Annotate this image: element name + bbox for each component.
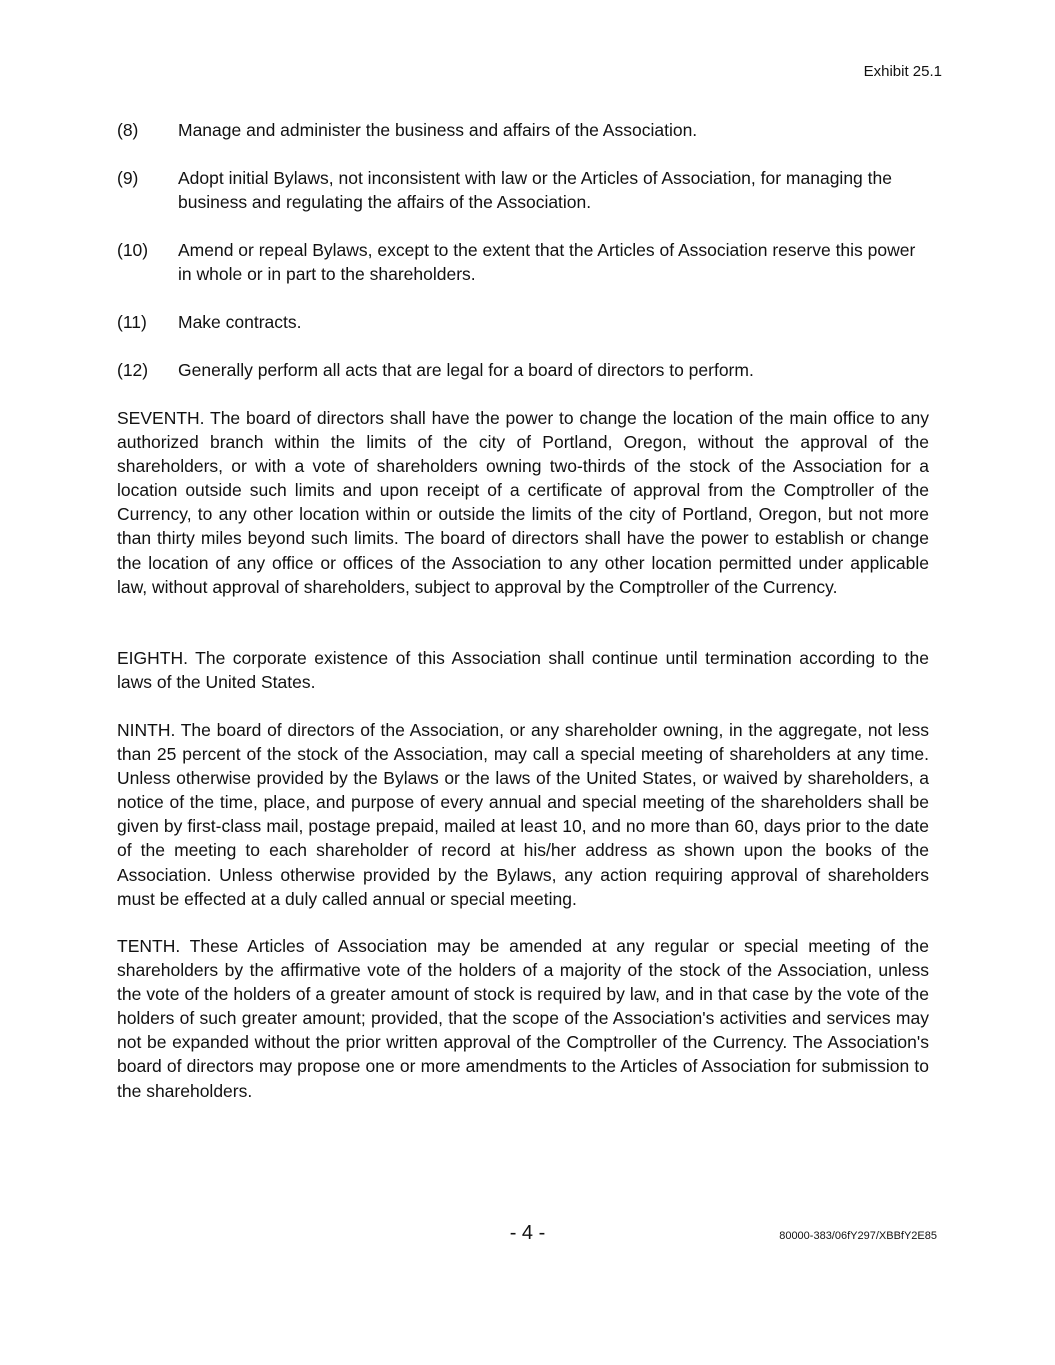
article-eighth: EIGHTH. The corporate existence of this Association shall continue until termination according to the laws of the United States. <box>117 648 929 693</box>
item-text: Generally perform all acts that are legal for a board of directors to perform. <box>178 360 754 380</box>
list-item-8 <box>117 118 932 142</box>
item-number: (9) <box>117 168 139 188</box>
article-seventh: SEVENTH. The board of directors shall have the power to change the location of the main office to any authorized branch within the limits of the city of Portland, Oregon, without the approval of the shareholders, or with a vote of shareholders owning two-thirds of the stock of the Association for a location outside such limits and upon receipt of a certificate of approval from the Comptroller of the Currency, to any other location within or outside the limits of the city of Portland, Oregon, but not more than thirty miles beyond such limits. The board of directors shall have the power to establish or change the location of any office or offices of the Association to any other location permitted under applicable law, without approval of shareholders, subject to approval by the Comptroller of the Currency. <box>117 408 929 597</box>
list-item-12 <box>117 358 932 382</box>
item-text: Amend or repeal Bylaws, except to the extent that the Articles of Association reserve this power in whole or in part to the shareholders. <box>178 240 916 284</box>
list-item-10 <box>117 238 932 286</box>
item-text: Manage and administer the business and affairs of the Association. <box>178 120 698 140</box>
item-number: (8) <box>117 120 139 140</box>
article-tenth: TENTH. These Articles of Association may be amended at any regular or special meeting of the shareholders by the affirmative vote of the holders of a majority of the stock of the Association, unless the vote of the holders of a greater amount of stock is required by law, and in that case by the vote of the holders of such greater amount; provided, that the scope of the Association's activities and services may not be expanded without the prior written approval of the Comptroller of the Currency. The Association's board of directors may propose one or more amendments to the Articles of Association for submission to the shareholders. <box>117 936 929 1101</box>
page-number: - 4 - <box>509 1222 546 1244</box>
item-number: (10) <box>117 240 149 260</box>
article-ninth: NINTH. The board of directors of the Association, or any shareholder owning, in the aggregate, not less than 25 percent of the stock of the Association, may call a special meeting of shareholders at any time. Unless otherwise provided by the Bylaws or the laws of the United States, or waived by shareholders, a notice of the time, place, and purpose of every annual and special meeting of the shareholders shall be given by first-class mail, postage prepaid, mailed at least 10, and no more than 60, days prior to the date of the meeting to each shareholder of record at his/her address as shown upon the books of the Association. Unless otherwise provided by the Bylaws, any action requiring approval of shareholders must be effected at a duly called annual or special meeting. <box>117 720 929 909</box>
item-number: (11) <box>117 312 147 332</box>
document-code: 80000-383/06fY297/XBBfY2E85 <box>779 1230 937 1242</box>
exhibit-label: Exhibit 25.1 <box>863 63 942 80</box>
item-number: (12) <box>117 360 149 380</box>
item-text: Make contracts. <box>178 312 302 332</box>
item-text: Adopt initial Bylaws, not inconsistent with law or the Articles of Association, for managing the business and regulating the affairs of the Association. <box>178 168 892 212</box>
list-item-11 <box>117 310 932 334</box>
list-item-9 <box>117 166 932 214</box>
